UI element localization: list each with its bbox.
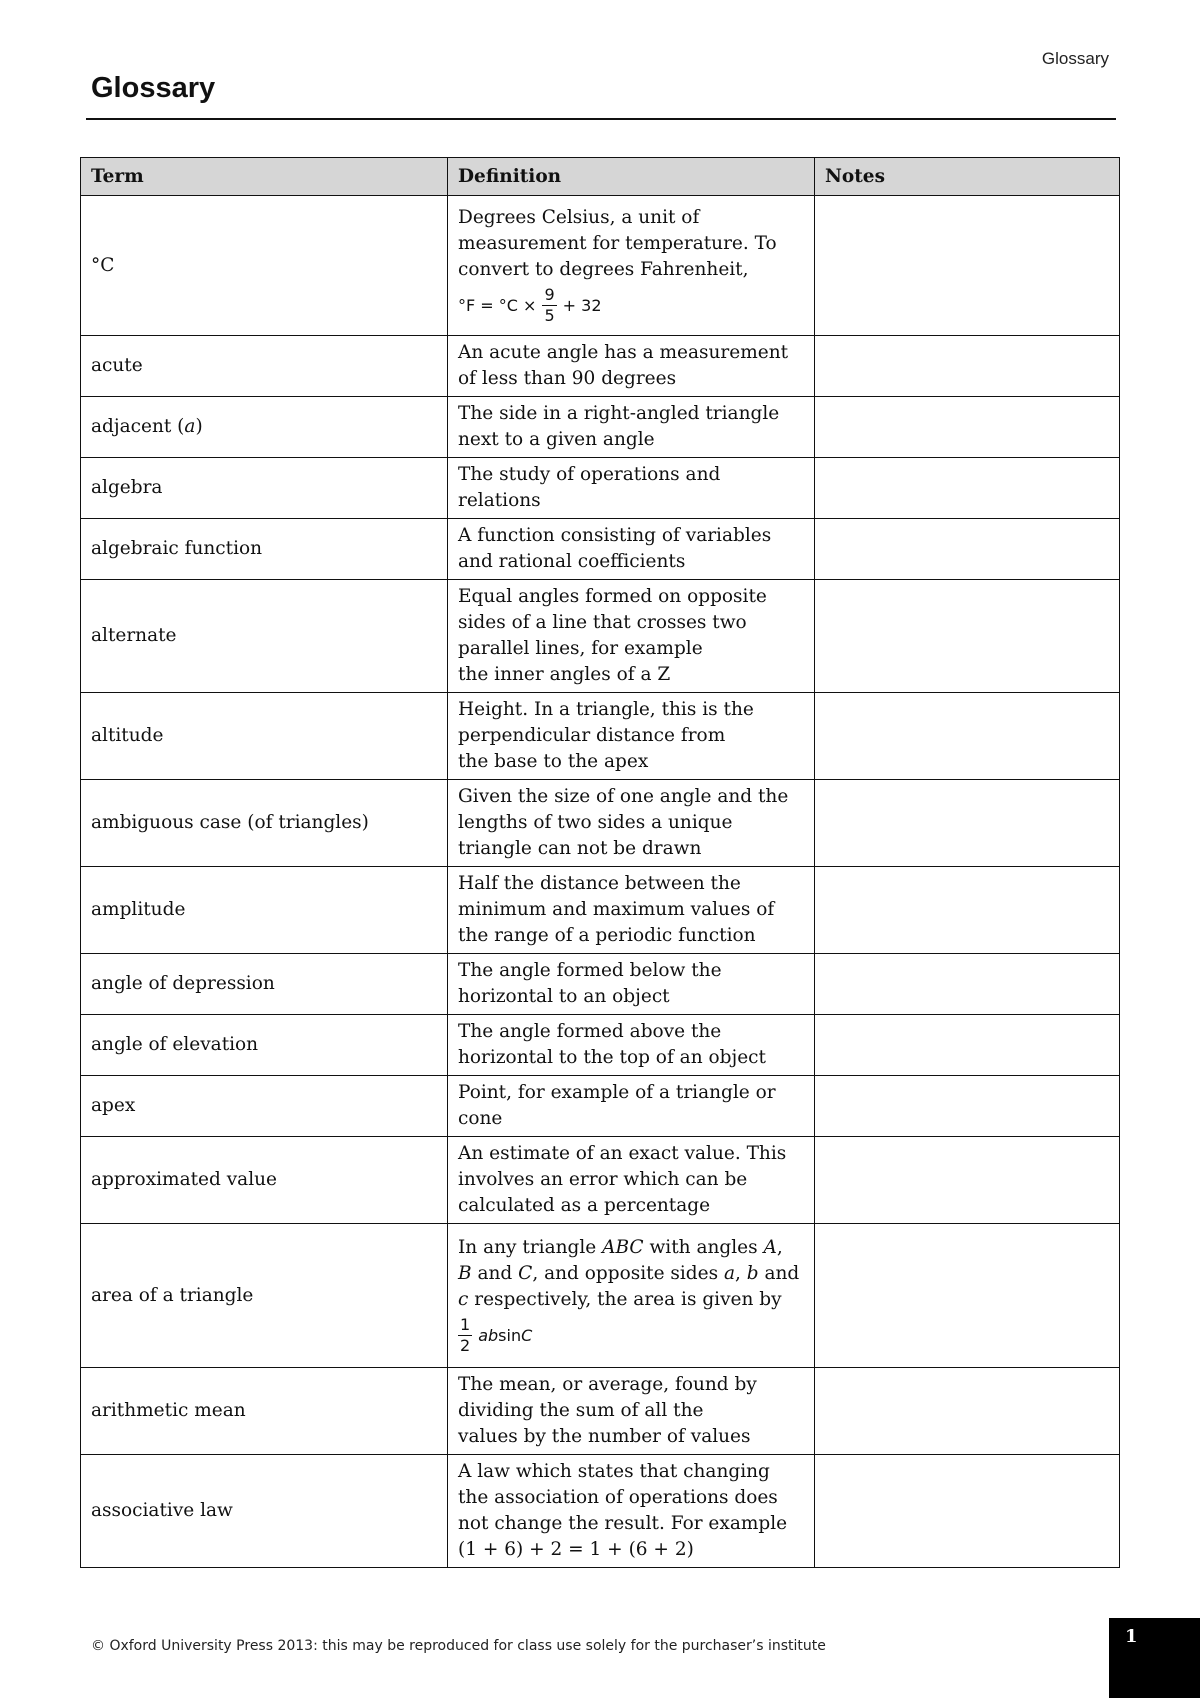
definition-line: the association of operations does: [458, 1487, 778, 1508]
notes-cell: [815, 336, 1120, 397]
formula-prefix: °F = °C ×: [458, 295, 537, 315]
notes-cell: [815, 196, 1120, 336]
table-row: [81, 1368, 1120, 1455]
glossary-table: [80, 157, 1120, 1568]
definition-cell: [448, 458, 815, 519]
term-cell: algebra: [81, 458, 448, 519]
definition-variable: b: [746, 1263, 759, 1284]
term-cell: acute: [81, 336, 448, 397]
definition-text: , and opposite sides: [532, 1263, 724, 1284]
table-row: [81, 867, 1120, 954]
term-cell: angle of depression: [81, 954, 448, 1015]
table-row: [81, 580, 1120, 693]
table-row: [81, 458, 1120, 519]
definition-text: respectively, the area is given by: [468, 1289, 782, 1310]
notes-cell: [815, 867, 1120, 954]
definition-cell: [448, 1137, 815, 1224]
definition-line: Degrees Celsius, a unit of: [458, 207, 700, 228]
definition-text: with angles: [643, 1237, 764, 1258]
notes-cell: [815, 1076, 1120, 1137]
term-cell: °C: [81, 196, 448, 336]
table-row: [81, 397, 1120, 458]
definition-line: calculated as a percentage: [458, 1195, 711, 1216]
definition-cell: [448, 196, 815, 336]
table-header-row: [81, 158, 1120, 196]
definition-text: ,: [776, 1237, 783, 1258]
table-row: [81, 519, 1120, 580]
definition-variable: a: [723, 1263, 735, 1284]
fraction-denominator: 2: [460, 1336, 471, 1355]
definition-line: Point, for example of a triangle or: [458, 1082, 776, 1103]
term-cell: area of a triangle: [81, 1224, 448, 1368]
notes-cell: [815, 1368, 1120, 1455]
definition-cell: [448, 397, 815, 458]
title-divider: [86, 118, 1116, 120]
definition-line: An acute angle has a measurement: [458, 342, 789, 363]
definition-variable: C: [518, 1263, 533, 1284]
definition-line: of less than 90 degrees: [458, 368, 677, 389]
definition-line: horizontal to the top of an object: [458, 1047, 766, 1068]
formula-variable: ab: [478, 1325, 499, 1345]
notes-cell: [815, 1137, 1120, 1224]
term-cell: alternate: [81, 580, 448, 693]
area-formula: [458, 1315, 804, 1356]
definition-cell: [448, 693, 815, 780]
table-row: [81, 1455, 1120, 1568]
term-cell: amplitude: [81, 867, 448, 954]
definition-variable: ABC: [602, 1237, 644, 1258]
definition-line: A function consisting of variables: [458, 525, 772, 546]
definition-text: In any triangle: [458, 1237, 603, 1258]
term-cell: associative law: [81, 1455, 448, 1568]
table-row: [81, 1076, 1120, 1137]
term-cell: angle of elevation: [81, 1015, 448, 1076]
definition-line: next to a given angle: [458, 429, 655, 450]
definition-cell: [448, 867, 815, 954]
fahrenheit-formula: [458, 285, 804, 326]
notes-cell: [815, 693, 1120, 780]
definition-line: Equal angles formed on opposite: [458, 586, 767, 607]
running-head: Glossary: [1041, 49, 1109, 68]
column-header-term: Term: [81, 158, 448, 196]
definition-line: relations: [458, 490, 541, 511]
definition-cell: [448, 1368, 815, 1455]
definition-line: and rational coefficients: [458, 551, 686, 572]
definition-line: horizontal to an object: [458, 986, 670, 1007]
term-cell: altitude: [81, 693, 448, 780]
definition-cell: [448, 1076, 815, 1137]
page-number-tab: [1109, 1618, 1200, 1698]
definition-line: The study of operations and: [458, 464, 721, 485]
definition-cell: [448, 1015, 815, 1076]
definition-cell: [448, 780, 815, 867]
term-text: adjacent (: [91, 416, 185, 437]
definition-variable: c: [458, 1289, 469, 1310]
copyright-notice: © Oxford University Press 2013: this may be reproduced for class use solely for the purchaser’s institute: [91, 1638, 826, 1654]
definition-line: dividing the sum of all the: [458, 1400, 704, 1421]
definition-line: The mean, or average, found by: [458, 1374, 757, 1395]
definition-cell: [448, 1455, 815, 1568]
table-row: [81, 336, 1120, 397]
definition-cell: [448, 1224, 815, 1368]
definition-line: the inner angles of a Z: [458, 664, 671, 685]
definition-line: convert to degrees Fahrenheit,: [458, 259, 749, 280]
term-cell: approximated value: [81, 1137, 448, 1224]
definition-text: and: [471, 1263, 519, 1284]
definition-line: The angle formed below the: [458, 960, 722, 981]
definition-line: values by the number of values: [458, 1426, 751, 1447]
notes-cell: [815, 397, 1120, 458]
definition-text: and: [758, 1263, 800, 1284]
notes-cell: [815, 1224, 1120, 1368]
term-cell: ambiguous case (of triangles): [81, 780, 448, 867]
definition-line: [458, 1261, 804, 1287]
table-row: [81, 196, 1120, 336]
column-header-definition: Definition: [448, 158, 815, 196]
fraction: [542, 285, 556, 326]
definition-line: Half the distance between the: [458, 873, 741, 894]
definition-line: the base to the apex: [458, 751, 649, 772]
notes-cell: [815, 954, 1120, 1015]
definition-line: minimum and maximum values of: [458, 899, 775, 920]
definition-cell: [448, 954, 815, 1015]
definition-line: cone: [458, 1108, 503, 1129]
table-row: [81, 954, 1120, 1015]
table-row: [81, 693, 1120, 780]
definition-line: not change the result. For example: [458, 1513, 788, 1534]
definition-line: sides of a line that crosses two: [458, 612, 747, 633]
formula-function: sin: [498, 1325, 522, 1345]
definition-text: ,: [735, 1263, 747, 1284]
definition-line: Height. In a triangle, this is the: [458, 699, 754, 720]
notes-cell: [815, 458, 1120, 519]
fraction-denominator: 5: [544, 306, 555, 325]
fraction-numerator: 9: [544, 285, 555, 304]
definition-line: parallel lines, for example: [458, 638, 703, 659]
table-row: [81, 1137, 1120, 1224]
formula-suffix: + 32: [562, 295, 602, 315]
definition-cell: [448, 580, 815, 693]
term-variable: a: [184, 416, 196, 437]
definition-variable: A: [763, 1237, 777, 1258]
definition-variable: B: [458, 1263, 472, 1284]
fraction-numerator: 1: [460, 1315, 471, 1334]
definition-cell: [448, 519, 815, 580]
table-row: [81, 780, 1120, 867]
page-number: 1: [1125, 1626, 1138, 1647]
term-cell: [81, 397, 448, 458]
definition-line: the range of a periodic function: [458, 925, 756, 946]
table-row: [81, 1015, 1120, 1076]
term-cell: apex: [81, 1076, 448, 1137]
definition-line: measurement for temperature. To: [458, 233, 777, 254]
definition-line: A law which states that changing: [458, 1461, 770, 1482]
notes-cell: [815, 1455, 1120, 1568]
fraction: [458, 1315, 472, 1356]
definition-line: Given the size of one angle and the: [458, 786, 789, 807]
term-text: ): [195, 416, 203, 437]
notes-cell: [815, 580, 1120, 693]
notes-cell: [815, 780, 1120, 867]
definition-line: perpendicular distance from: [458, 725, 726, 746]
term-cell: arithmetic mean: [81, 1368, 448, 1455]
column-header-notes: Notes: [815, 158, 1120, 196]
definition-line: (1 + 6) + 2 = 1 + (6 + 2): [458, 1539, 694, 1560]
page-title: Glossary: [91, 72, 216, 104]
notes-cell: [815, 1015, 1120, 1076]
definition-line: lengths of two sides a unique: [458, 812, 733, 833]
definition-line: triangle can not be drawn: [458, 838, 702, 859]
notes-cell: [815, 519, 1120, 580]
definition-line: [458, 1235, 804, 1261]
term-cell: algebraic function: [81, 519, 448, 580]
definition-line: involves an error which can be: [458, 1169, 748, 1190]
table-row: [81, 1224, 1120, 1368]
definition-line: The angle formed above the: [458, 1021, 722, 1042]
definition-cell: [448, 336, 815, 397]
formula-variable: C: [521, 1325, 533, 1345]
definition-line: The side in a right-angled triangle: [458, 403, 780, 424]
definition-line: [458, 1287, 804, 1313]
definition-line: An estimate of an exact value. This: [458, 1143, 787, 1164]
